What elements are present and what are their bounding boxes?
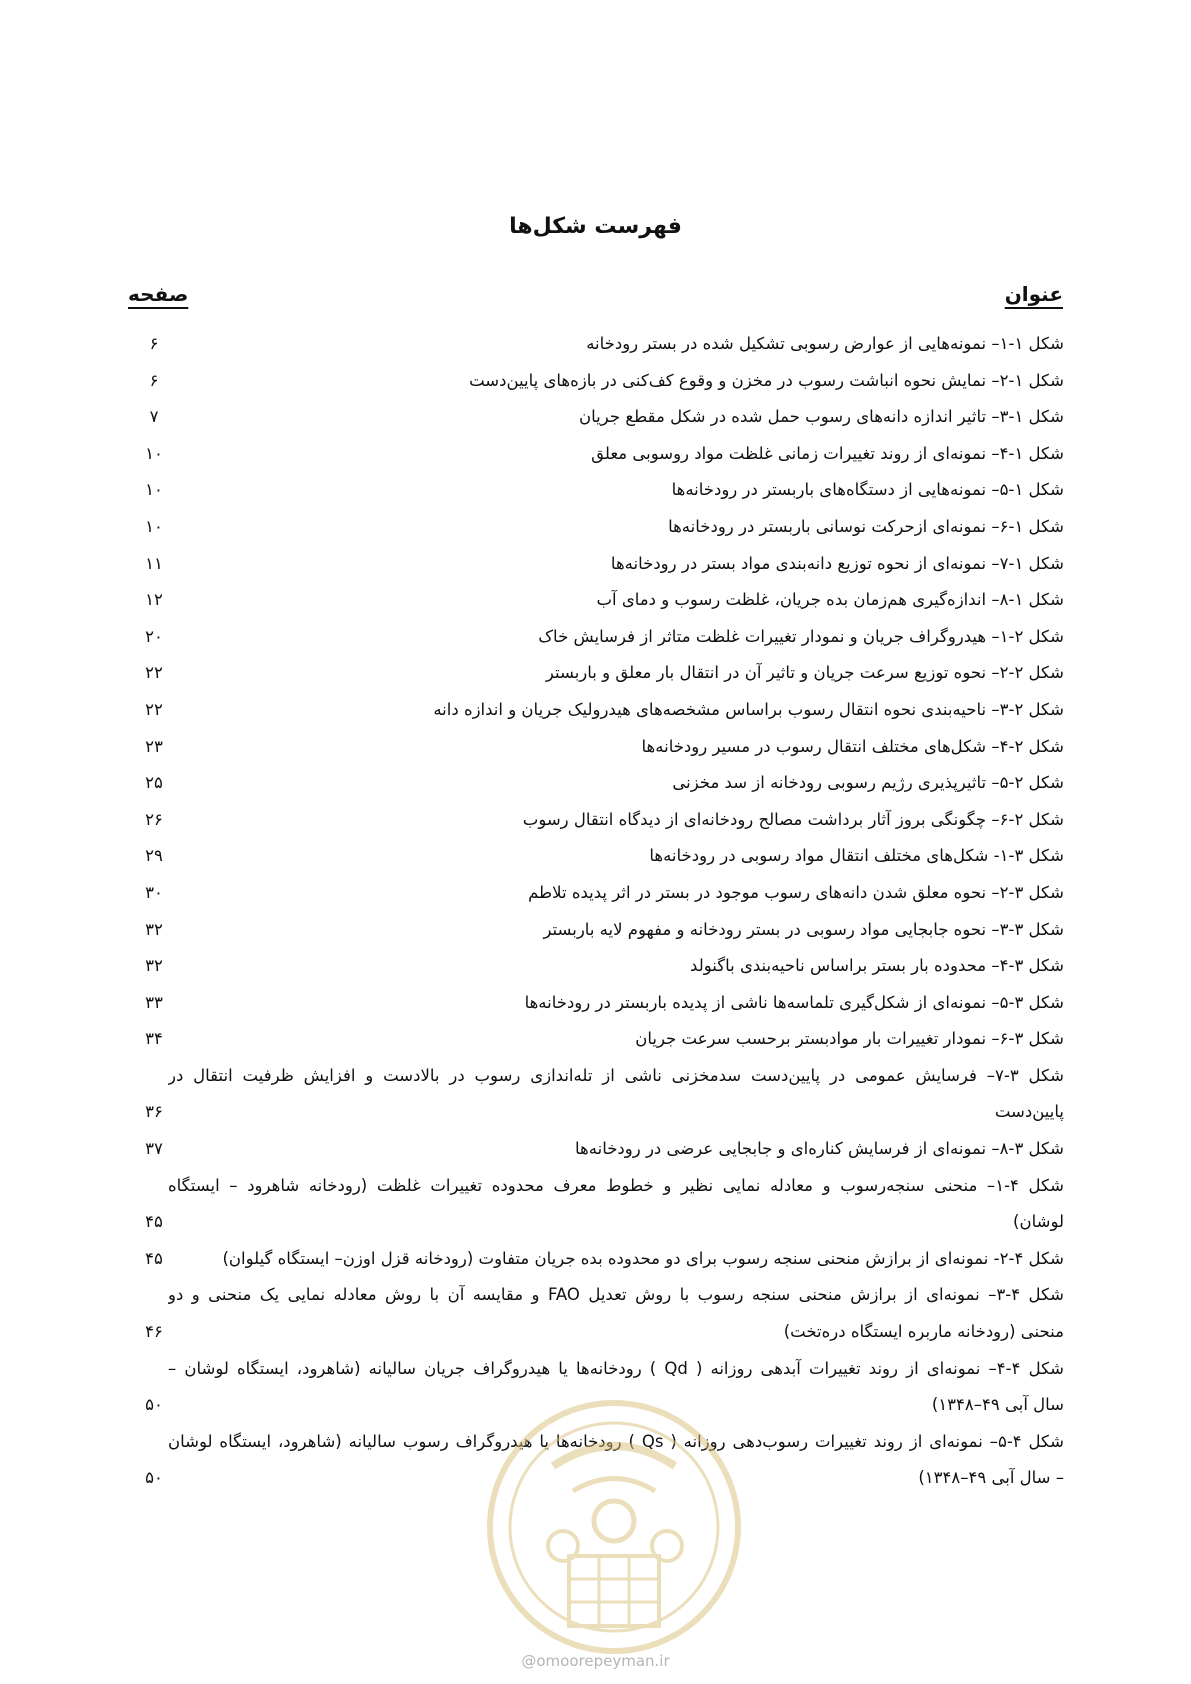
entry-title: شکل ۱-۵– نمونه‌هایی از دستگاه‌های باربستر در رودخانه‌ها — [671, 480, 1064, 500]
entry-title: شکل ۱-۷– نمونه‌ای از نحوه توزیع دانه‌بندی مواد بستر در رودخانه‌ها — [610, 553, 1064, 573]
entry-page-number: ۴۶ — [145, 1322, 163, 1342]
page-column-header: صفحه — [128, 282, 189, 306]
entry-title: منحنی (رودخانه ماربره ایستگاه دره‌تخت) — [783, 1322, 1064, 1342]
entry-line — [140, 1241, 1064, 1278]
entry-title: شکل ۲-۶– چگونگی بروز آثار برداشت مصالح رودخانه‌ای از دیدگاه انتقال رسوب — [522, 809, 1064, 829]
entry-title: سال آبی ۴۹–۱۳۴۸) — [931, 1395, 1064, 1415]
entry-line — [140, 582, 1064, 619]
figure-entry — [140, 802, 1064, 839]
entry-line — [140, 692, 1064, 729]
figure-entry — [140, 1277, 1064, 1350]
figure-entry — [140, 1021, 1064, 1058]
figure-entry — [140, 546, 1064, 583]
figure-entry — [140, 619, 1064, 656]
entry-page-number: ۲۵ — [145, 773, 163, 793]
entry-line — [140, 948, 1064, 985]
entry-title: شکل ۴-۴– نمونه‌ای از روند تغییرات آبدهی روزانه ( Qd ) رودخانه‌ها یا هیدروگراف جریان سالیانه (شاهرود، ایستگاه لوشان – — [168, 1358, 1064, 1378]
entry-page-number: ۵۰ — [145, 1468, 163, 1488]
figure-entry — [140, 472, 1064, 509]
entry-page-number: ۷ — [149, 407, 159, 427]
figure-entry — [140, 1058, 1064, 1131]
entry-page-number: ۳۷ — [145, 1139, 163, 1159]
entry-page-number: ۲۹ — [145, 846, 163, 866]
entry-page-number: ۳۲ — [145, 956, 163, 976]
entry-line — [140, 1021, 1064, 1058]
entry-title: لوشان) — [1013, 1212, 1064, 1232]
figure-entry — [140, 436, 1064, 473]
entry-line — [140, 1131, 1064, 1168]
entry-page-number: ۶ — [149, 370, 159, 390]
entry-line — [140, 619, 1064, 656]
entry-page-number: ۳۴ — [145, 1029, 163, 1049]
title-column-header: عنوان — [1004, 282, 1063, 306]
figure-list — [140, 326, 1064, 1497]
entry-line — [140, 472, 1064, 509]
entry-page-number: ۱۰ — [145, 516, 163, 536]
entry-page-number: ۲۲ — [145, 699, 163, 719]
entry-line — [140, 1094, 1064, 1131]
figure-entry — [140, 509, 1064, 546]
entry-line — [140, 838, 1064, 875]
entry-page-number: ۳۰ — [145, 882, 163, 902]
entry-title: شکل ۳-۱- شکل‌های مختلف انتقال مواد رسوبی در رودخانه‌ها — [649, 846, 1064, 866]
entry-page-number: ۶ — [149, 334, 159, 353]
entry-page-number: ۳۲ — [145, 919, 163, 939]
entry-page-number: ۱۱ — [145, 553, 163, 573]
entry-line — [140, 509, 1064, 546]
page-title: فهرست شکل‌ها — [509, 214, 682, 239]
figure-entry — [140, 912, 1064, 949]
figure-entry — [140, 363, 1064, 400]
figure-entry — [140, 985, 1064, 1022]
entry-title: شکل ۴-۲- نمونه‌ای از برازش منحنی سنجه رسوب برای دو محدوده بده جریان متفاوت (رودخانه قزل اوزن– ایستگاه گیلوان) — [222, 1248, 1064, 1268]
figure-entry — [140, 399, 1064, 436]
entry-line — [140, 546, 1064, 583]
entry-title: پایین‌دست — [994, 1102, 1064, 1122]
entry-line — [140, 985, 1064, 1022]
figure-entry — [140, 948, 1064, 985]
figure-entry — [140, 875, 1064, 912]
entry-title: شکل ۲-۴– شکل‌های مختلف انتقال رسوب در مسیر رودخانه‌ها — [641, 736, 1064, 756]
entry-title: شکل ۳-۳– نحوه جابجایی مواد رسوبی در بستر رودخانه و مفهوم لایه باربستر — [543, 919, 1064, 939]
entry-line — [140, 655, 1064, 692]
entry-title: شکل ۳-۶– نمودار تغییرات بار موادبستر برحسب سرعت جریان — [635, 1029, 1064, 1049]
entry-title: شکل ۱-۶– نمونه‌ای ازحرکت نوسانی باربستر در رودخانه‌ها — [668, 516, 1064, 536]
entry-title: شکل ۱-۲– نمایش نحوه انباشت رسوب در مخزن و وقوع کف‌کنی در بازه‌های پایین‌دست — [469, 370, 1064, 390]
entry-line — [140, 363, 1064, 400]
entry-line — [140, 802, 1064, 839]
entry-line — [140, 1314, 1064, 1351]
entry-page-number: ۲۲ — [145, 663, 163, 683]
entry-title: شکل ۴-۱– منحنی سنجه‌رسوب و معادله نمایی نظیر و خطوط معرف محدوده تغییرات غلظت (رودخانه شاهرود – ایستگاه — [168, 1175, 1064, 1195]
figure-entry — [140, 326, 1064, 363]
entry-title: شکل ۲-۳– ناحیه‌بندی نحوه انتقال رسوب براساس مشخصه‌های هیدرولیک جریان و اندازه دانه — [433, 699, 1064, 719]
entry-title: شکل ۱-۱– نمونه‌هایی از عوارض رسوبی تشکیل شده در بستر رودخانه — [586, 334, 1064, 353]
figure-entry — [140, 692, 1064, 729]
entry-page-number: ۴۵ — [145, 1248, 163, 1268]
seal-watermark — [483, 1396, 745, 1658]
entry-line — [140, 326, 1064, 363]
entry-line — [140, 1168, 1064, 1205]
entry-title: – سال آبی ۴۹–۱۳۴۸) — [918, 1468, 1064, 1488]
entry-line — [140, 1204, 1064, 1241]
entry-line — [140, 1351, 1064, 1388]
entry-title: شکل ۱-۴– نمونه‌ای از روند تغییرات زمانی غلظت مواد روسوبی معلق — [591, 443, 1064, 463]
entry-title: شکل ۳-۸– نمونه‌ای از فرسایش کناره‌ای و جابجایی عرضی در رودخانه‌ها — [575, 1139, 1064, 1159]
entry-line — [140, 875, 1064, 912]
entry-page-number: ۵۰ — [145, 1395, 163, 1415]
figure-entry — [140, 655, 1064, 692]
entry-title: شکل ۳-۴– محدوده بار بستر براساس ناحیه‌بندی باگنولد — [690, 956, 1064, 976]
entry-line — [140, 729, 1064, 766]
entry-line — [140, 765, 1064, 802]
entry-title: شکل ۲-۲– نحوه توزیع سرعت جریان و تاثیر آن در انتقال بار معلق و باربستر — [545, 663, 1064, 683]
figure-entry — [140, 1168, 1064, 1241]
entry-page-number: ۲۳ — [145, 736, 163, 756]
entry-line — [140, 912, 1064, 949]
entry-title: شکل ۱-۳– تاثیر اندازه دانه‌های رسوب حمل شده در شکل مقطع جریان — [579, 407, 1064, 427]
watermark-url: @omoorepeyman.ir — [521, 1652, 670, 1670]
figure-entry — [140, 582, 1064, 619]
entry-title: شکل ۱-۸– اندازه‌گیری هم‌زمان بده جریان، غلظت رسوب و دمای آب — [596, 590, 1064, 610]
entry-title: شکل ۲-۱– هیدروگراف جریان و نمودار تغییرات غلظت متاثر از فرسایش خاک — [538, 626, 1064, 646]
figure-entry — [140, 729, 1064, 766]
entry-title: شکل ۲-۵– تاثیرپذیری رژیم رسوبی رودخانه از سد مخزنی — [672, 773, 1064, 793]
figure-entry — [140, 1131, 1064, 1168]
entry-page-number: ۳۳ — [145, 992, 163, 1012]
entry-title: شکل ۴-۵– نمونه‌ای از روند تغییرات رسوب‌دهی روزانه ( Qs ) رودخانه‌ها یا هیدروگراف رسوب سالیانه (شاهرود، ایستگاه لوشان — [168, 1431, 1064, 1451]
entry-title: شکل ۳-۷– فرسایش عمومی در پایین‌دست سدمخزنی ناشی از تله‌اندازی رسوب در بالادست و افزایش ظرفیت انتقال در — [168, 1065, 1064, 1085]
entry-page-number: ۴۵ — [145, 1212, 163, 1232]
entry-title: شکل ۳-۵– نمونه‌ای از شکل‌گیری تلماسه‌ها ناشی از پدیده باربستر در رودخانه‌ها — [524, 992, 1064, 1012]
figure-entry — [140, 838, 1064, 875]
entry-line — [140, 1277, 1064, 1314]
entry-title: شکل ۴-۳– نمونه‌ای از برازش منحنی سنجه رسوب با روش تعدیل FAO و مقایسه آن با روش معادله نمایی یک منحنی و دو — [168, 1285, 1064, 1305]
figure-entry — [140, 1241, 1064, 1278]
figure-entry — [140, 765, 1064, 802]
entry-page-number: ۲۰ — [145, 626, 163, 646]
entry-page-number: ۱۰ — [145, 443, 163, 463]
entry-title: شکل ۳-۲– نحوه معلق شدن دانه‌های رسوب موجود در بستر در اثر پدیده تلاطم — [528, 882, 1064, 902]
entry-line — [140, 1058, 1064, 1095]
entry-line — [140, 436, 1064, 473]
entry-page-number: ۱۰ — [145, 480, 163, 500]
entry-page-number: ۲۶ — [145, 809, 163, 829]
entry-line — [140, 399, 1064, 436]
entry-page-number: ۳۶ — [145, 1102, 163, 1122]
entry-page-number: ۱۲ — [145, 590, 163, 610]
